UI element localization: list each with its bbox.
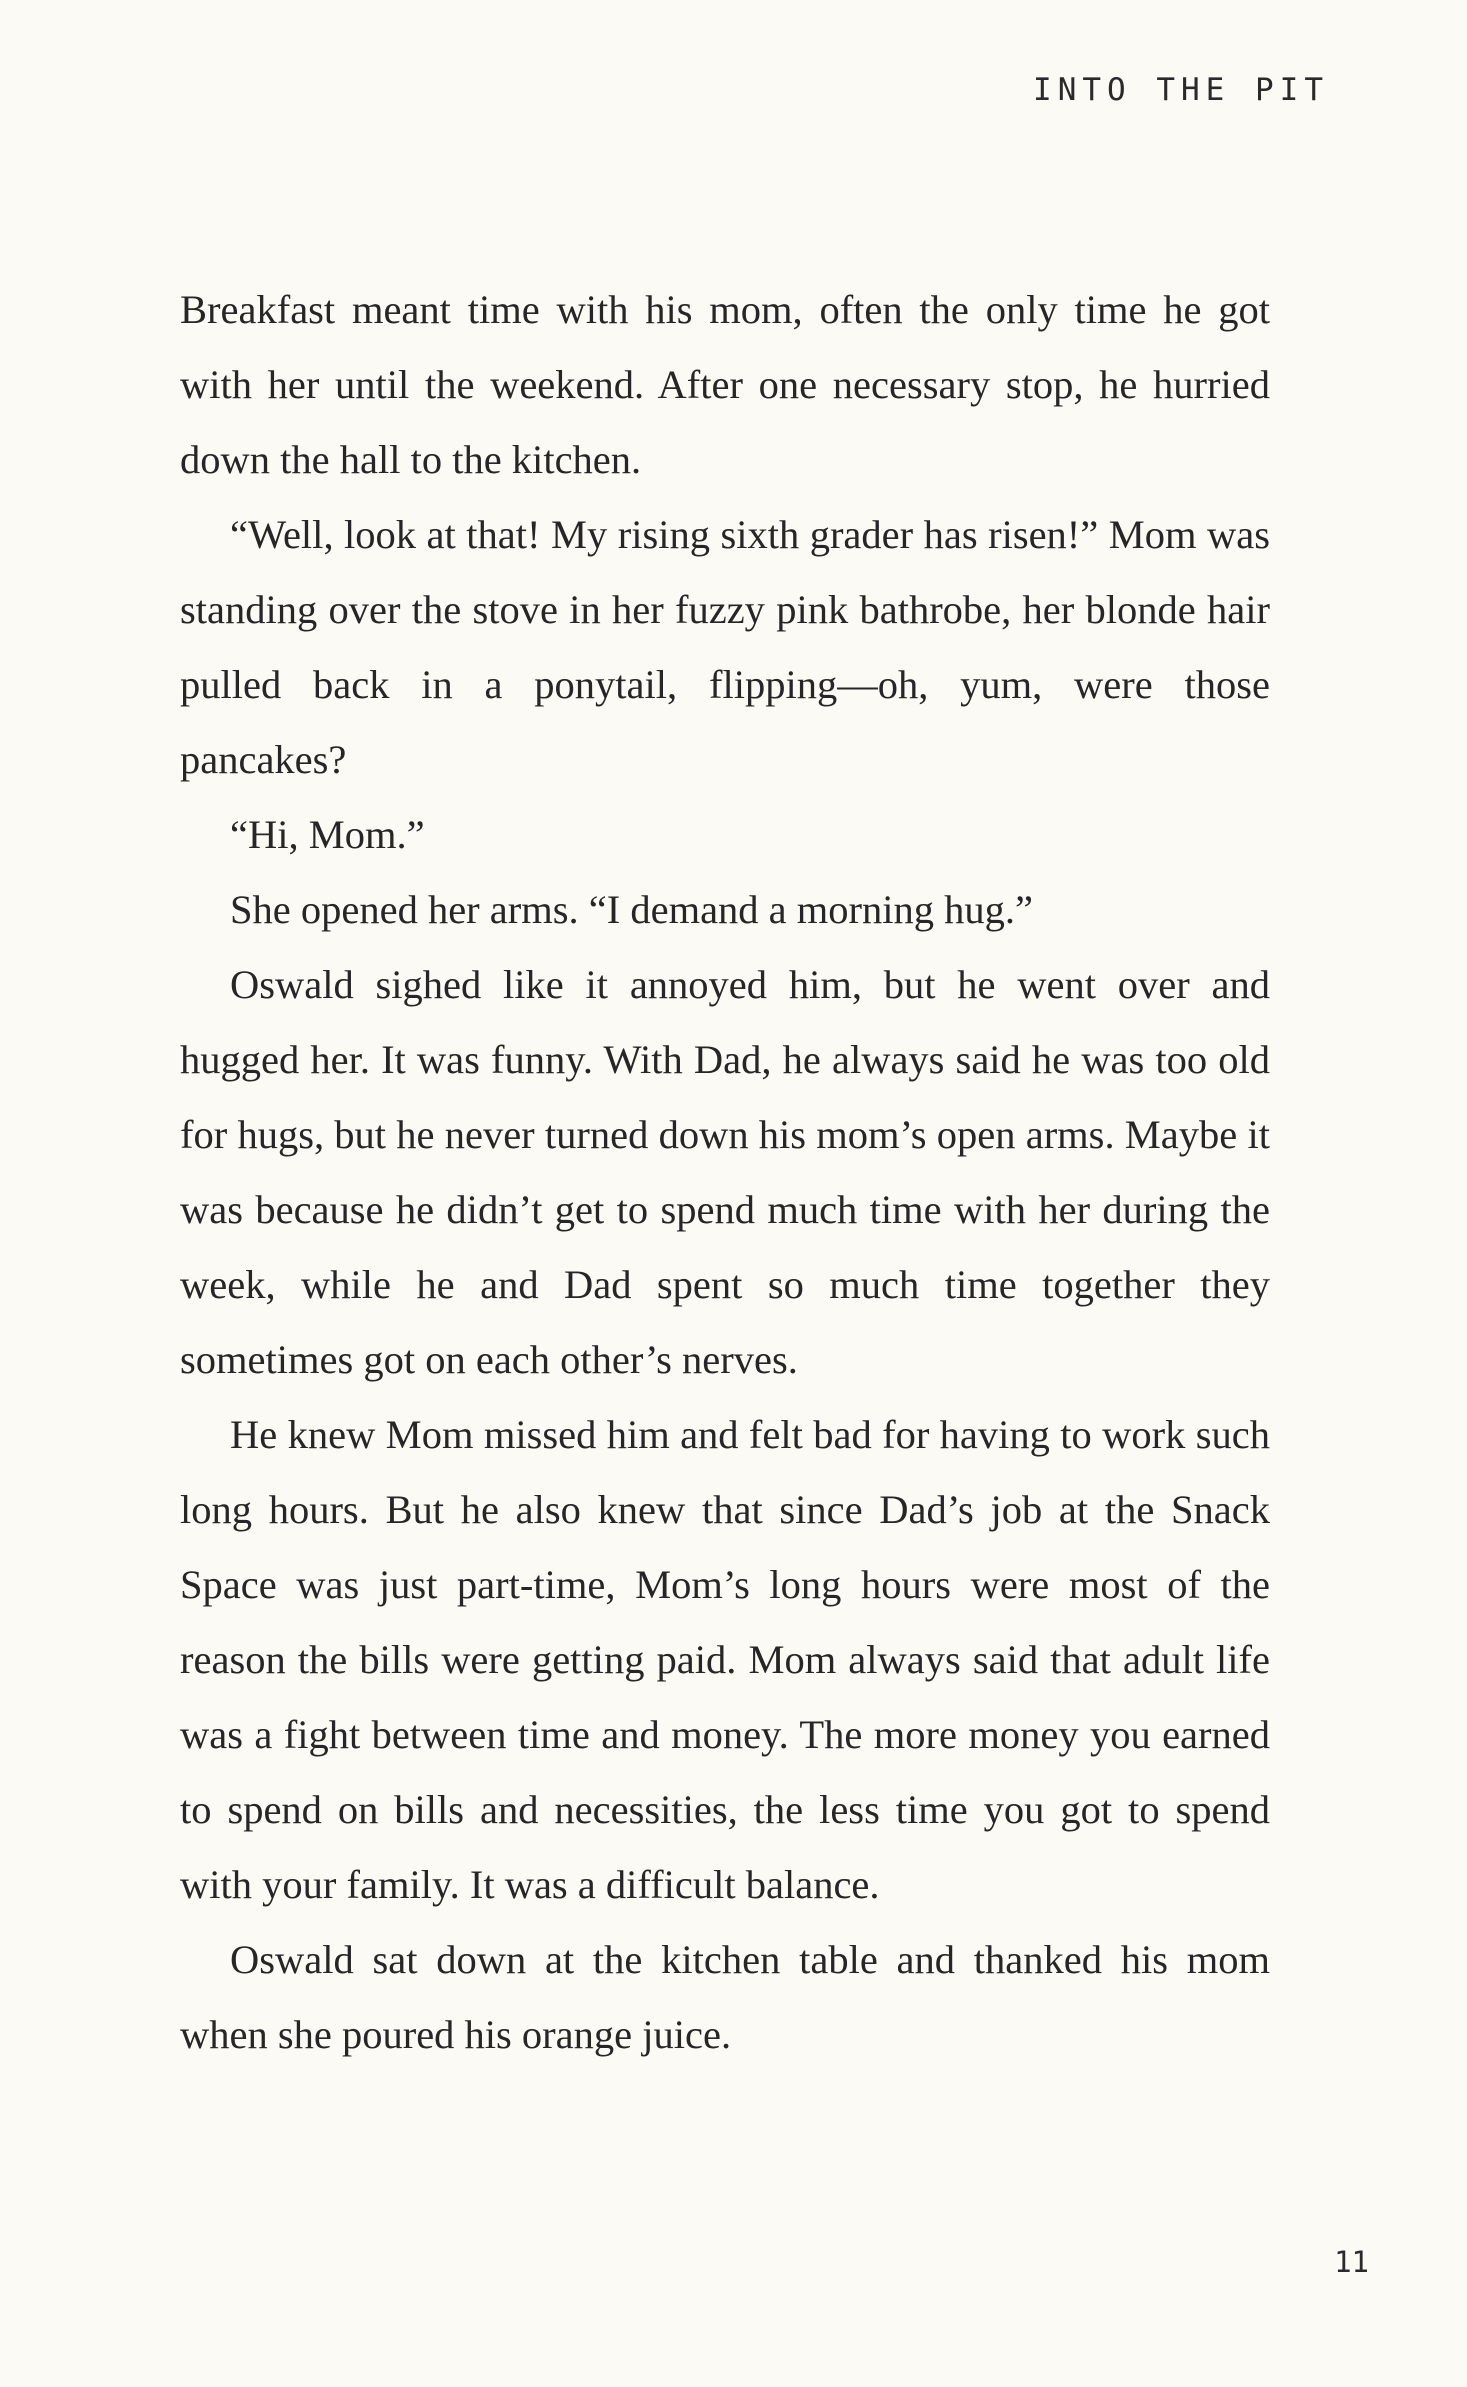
paragraph: He knew Mom missed him and felt bad for having to work such long hours. But he also knew that since Dad’s job at the Snack Space was just part-time, Mom’s long hours were most of the reason the bills were getting paid. Mom always said that adult life was a fight between time and money. The more money you earned to spend on bills and necessities, the less time you got to spend with your family. It was a difficult balance.: [180, 1412, 1270, 1907]
paragraph: “Well, look at that! My rising sixth grader has risen!” Mom was standing over the stove in her fuzzy pink bathrobe, her blonde hair pulled back in a ponytail, flipping—oh, yum, were those pancakes?: [180, 512, 1270, 782]
paragraph: Breakfast meant time with his mom, often the only time he got with her until the weekend. After one necessary stop, he hurried down the hall to the kitchen.: [180, 287, 1270, 482]
paragraph: She opened her arms. “I demand a morning hug.”: [230, 887, 1033, 932]
paragraph: Oswald sighed like it annoyed him, but he went over and hugged her. It was funny. With Dad, he always said he was too old for hugs, but he never turned down his mom’s open arms. Maybe it was because he didn’t get to spend much time with her during the week, while he and Dad spent so much time together they sometimes got on each other’s nerves.: [180, 962, 1270, 1382]
paragraph: “Hi, Mom.”: [230, 812, 425, 857]
body-text: [180, 272, 1270, 2072]
running-head: INTO THE PIT: [1033, 72, 1329, 108]
page-number: 11: [1334, 2245, 1369, 2279]
paragraph: Oswald sat down at the kitchen table and thanked his mom when she poured his orange juice.: [180, 1937, 1270, 2057]
